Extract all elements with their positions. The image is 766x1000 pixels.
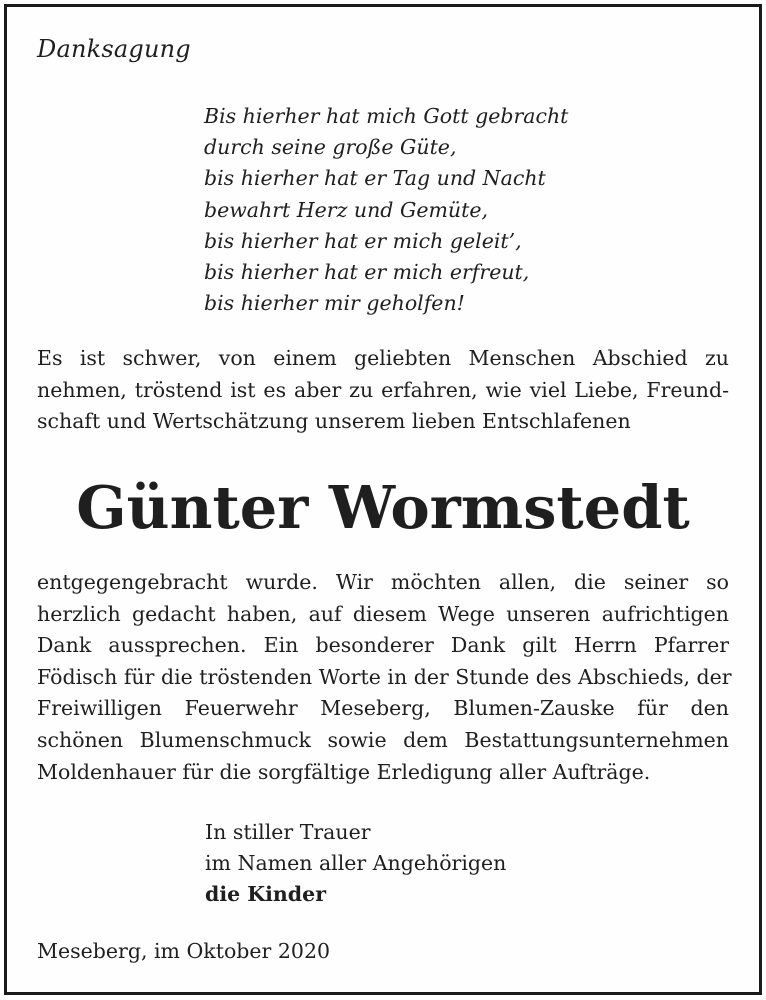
place-date: Meseberg, im Oktober 2020 <box>37 939 331 963</box>
poem-line: Bis hierher hat mich Gott gebracht <box>204 104 569 128</box>
thanks-line: Freiwilligen Feuerwehr Meseberg, Blumen-Zauske für den <box>37 696 729 721</box>
signature-line: im Namen aller Angehörigen <box>205 851 507 875</box>
signature-family: die Kinder <box>205 882 326 906</box>
poem-line: bis hierher hat er mich geleit’, <box>204 228 522 253</box>
thanks-line: Moldenhauer für die sorgfältige Erledigung aller Aufträge. <box>37 759 651 784</box>
intro-paragraph <box>37 343 729 438</box>
intro-line: Es ist schwer, von einem geliebten Menschen Abschied zu <box>37 346 729 370</box>
intro-line: schaft und Wertschätzung unserem lieben Entschlafenen <box>37 409 631 434</box>
signature-line: In stiller Trauer <box>205 820 371 844</box>
notice-heading: Danksagung <box>37 35 191 63</box>
poem-verse <box>204 101 568 319</box>
thanks-line: entgegengebracht wurde. Wir möchten allen, die seiner so <box>37 570 729 594</box>
poem-line: bis hierher mir geholfen! <box>204 291 465 316</box>
poem-line: bis hierher hat er Tag und Nacht <box>204 166 546 191</box>
thanks-line: Dank aussprechen. Ein besonderer Dank gilt Herrn Pfarrer <box>37 633 729 658</box>
signature-block <box>205 817 506 910</box>
poem-line: bewahrt Herz und Gemüte, <box>204 197 488 222</box>
poem-line: bis hierher hat er mich erfreut, <box>204 260 530 285</box>
thanks-line: schönen Blumenschmuck sowie dem Bestattungsunternehmen <box>37 727 729 752</box>
deceased-name: Günter Wormstedt <box>76 473 690 542</box>
thanks-line: Födisch für die tröstenden Worte in der Stunde des Abschieds, der <box>37 664 732 689</box>
intro-line: nehmen, tröstend ist es aber zu erfahren, wie viel Liebe, Freund- <box>37 377 729 402</box>
poem-line: durch seine große Güte, <box>204 135 457 160</box>
notice-frame <box>4 4 762 995</box>
thanks-paragraph <box>37 567 732 788</box>
thanks-line: herzlich gedacht haben, auf diesem Wege unseren aufrichtigen <box>37 601 729 626</box>
obituary-notice <box>7 7 759 992</box>
